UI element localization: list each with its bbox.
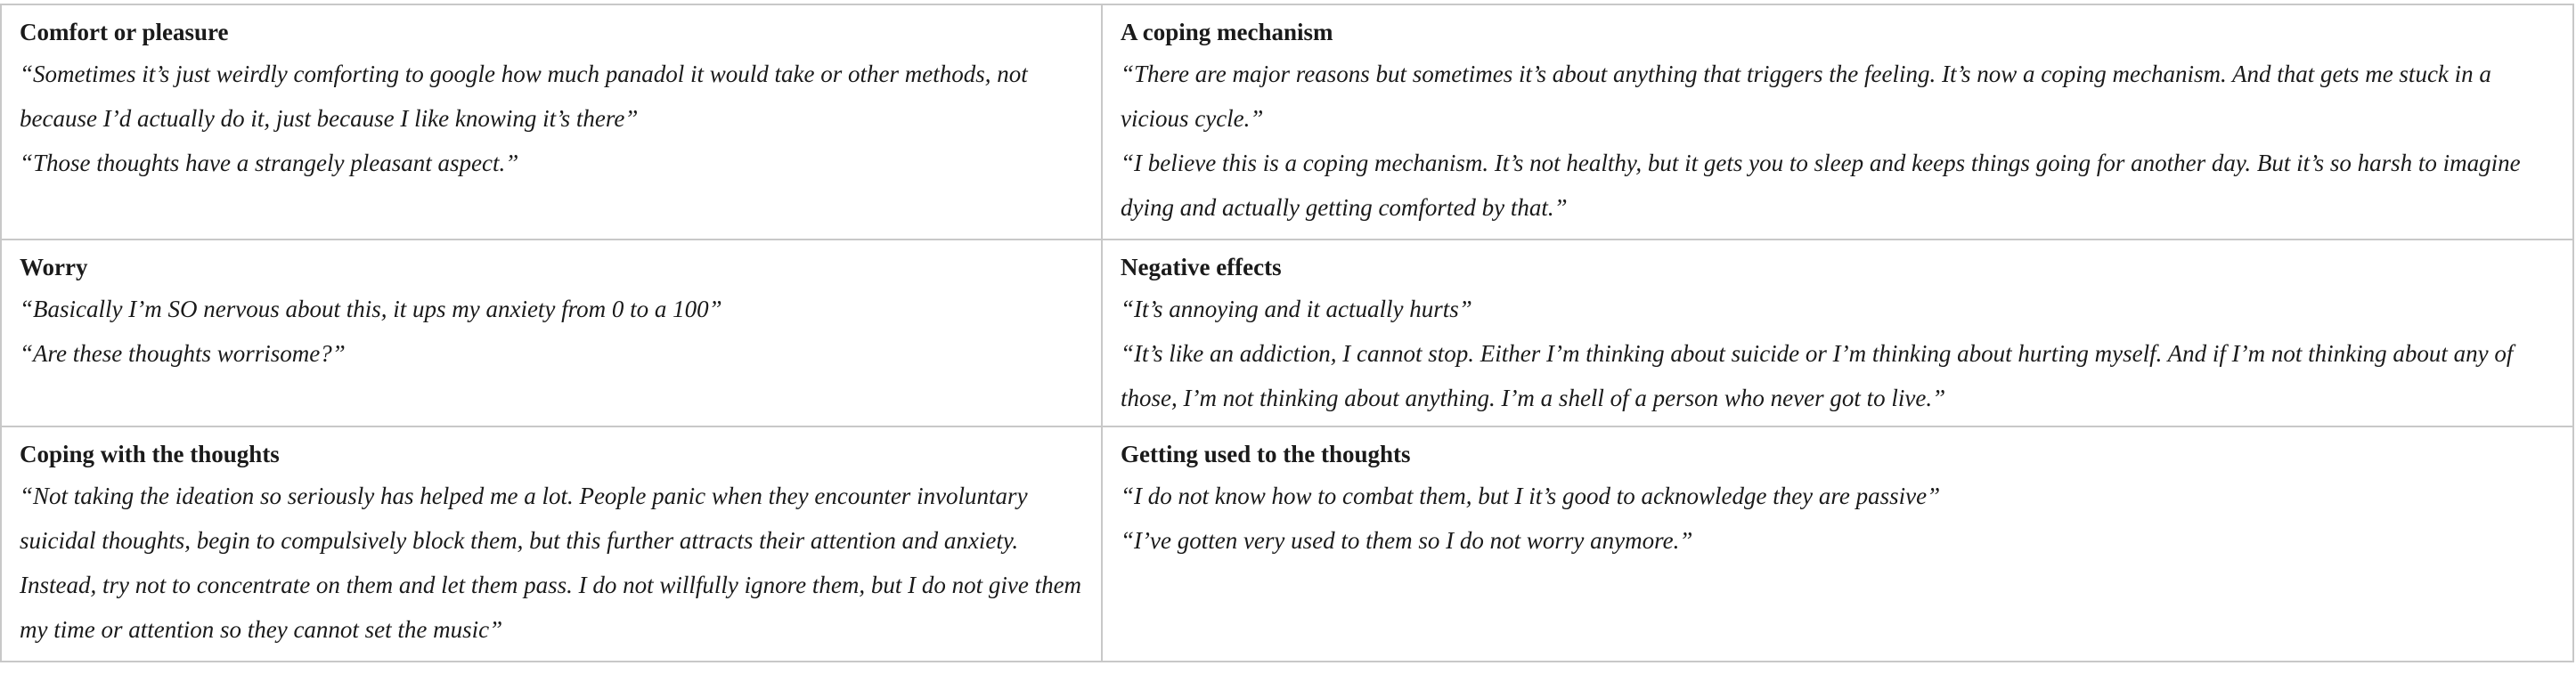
theme-heading: Negative effects — [1121, 254, 1282, 280]
table-cell — [2, 240, 1103, 426]
themes-table — [0, 4, 2574, 662]
quote: “Those thoughts have a strangely pleasant aspect.” — [20, 150, 519, 176]
quote: “Are these thoughts worrisome?” — [20, 340, 346, 367]
theme-heading: Worry — [20, 254, 88, 280]
quote: “I’ve gotten very used to them so I do not worry anymore.” — [1121, 527, 1693, 554]
table-row — [2, 427, 2574, 662]
theme-heading: Coping with the thoughts — [20, 441, 280, 467]
quote: “It’s like an addiction, I cannot stop. Either I’m thinking about suicide or I’m thinking about hurting myself. And if I’m not thinking about any of those, I’m not thinking about anything. I’m a shell of a person who never got to live.” — [1121, 340, 2514, 411]
table-cell — [1103, 240, 2574, 426]
quote: “There are major reasons but sometimes it’s about anything that triggers the feeling. It’s now a coping mechanism. And that gets me stuck in a vicious cycle.” — [1121, 61, 2491, 132]
quote: “I believe this is a coping mechanism. It’s not healthy, but it gets you to sleep and keeps things going for another day. But it’s so harsh to imagine dying and actually getting comforted by that.” — [1121, 150, 2521, 221]
quote: “Basically I’m SO nervous about this, it ups my anxiety from 0 to a 100” — [20, 296, 722, 322]
theme-heading: Comfort or pleasure — [20, 19, 229, 45]
table-row — [2, 5, 2574, 240]
table-cell — [2, 427, 1103, 661]
table-row — [2, 240, 2574, 427]
table-cell — [1103, 427, 2574, 661]
table-cell — [2, 5, 1103, 239]
theme-heading: Getting used to the thoughts — [1121, 441, 1411, 467]
table-cell — [1103, 5, 2574, 239]
quote: “Sometimes it’s just weirdly comforting to google how much panadol it would take or other methods, not because I’d actually do it, just because I like knowing it’s there” — [20, 61, 1028, 132]
quote: “It’s annoying and it actually hurts” — [1121, 296, 1472, 322]
quote: “I do not know how to combat them, but I it’s good to acknowledge they are passive” — [1121, 483, 1941, 509]
theme-heading: A coping mechanism — [1121, 19, 1333, 45]
quote: “Not taking the ideation so seriously has helped me a lot. People panic when they encounter involuntary suicidal thoughts, begin to compulsively block them, but this further attracts their attention and anxiety. Instead, try not to concentrate on them and let them pass. I do not willfully ignore them, but I do not give them my time or attention so they cannot set the music” — [20, 483, 1082, 643]
